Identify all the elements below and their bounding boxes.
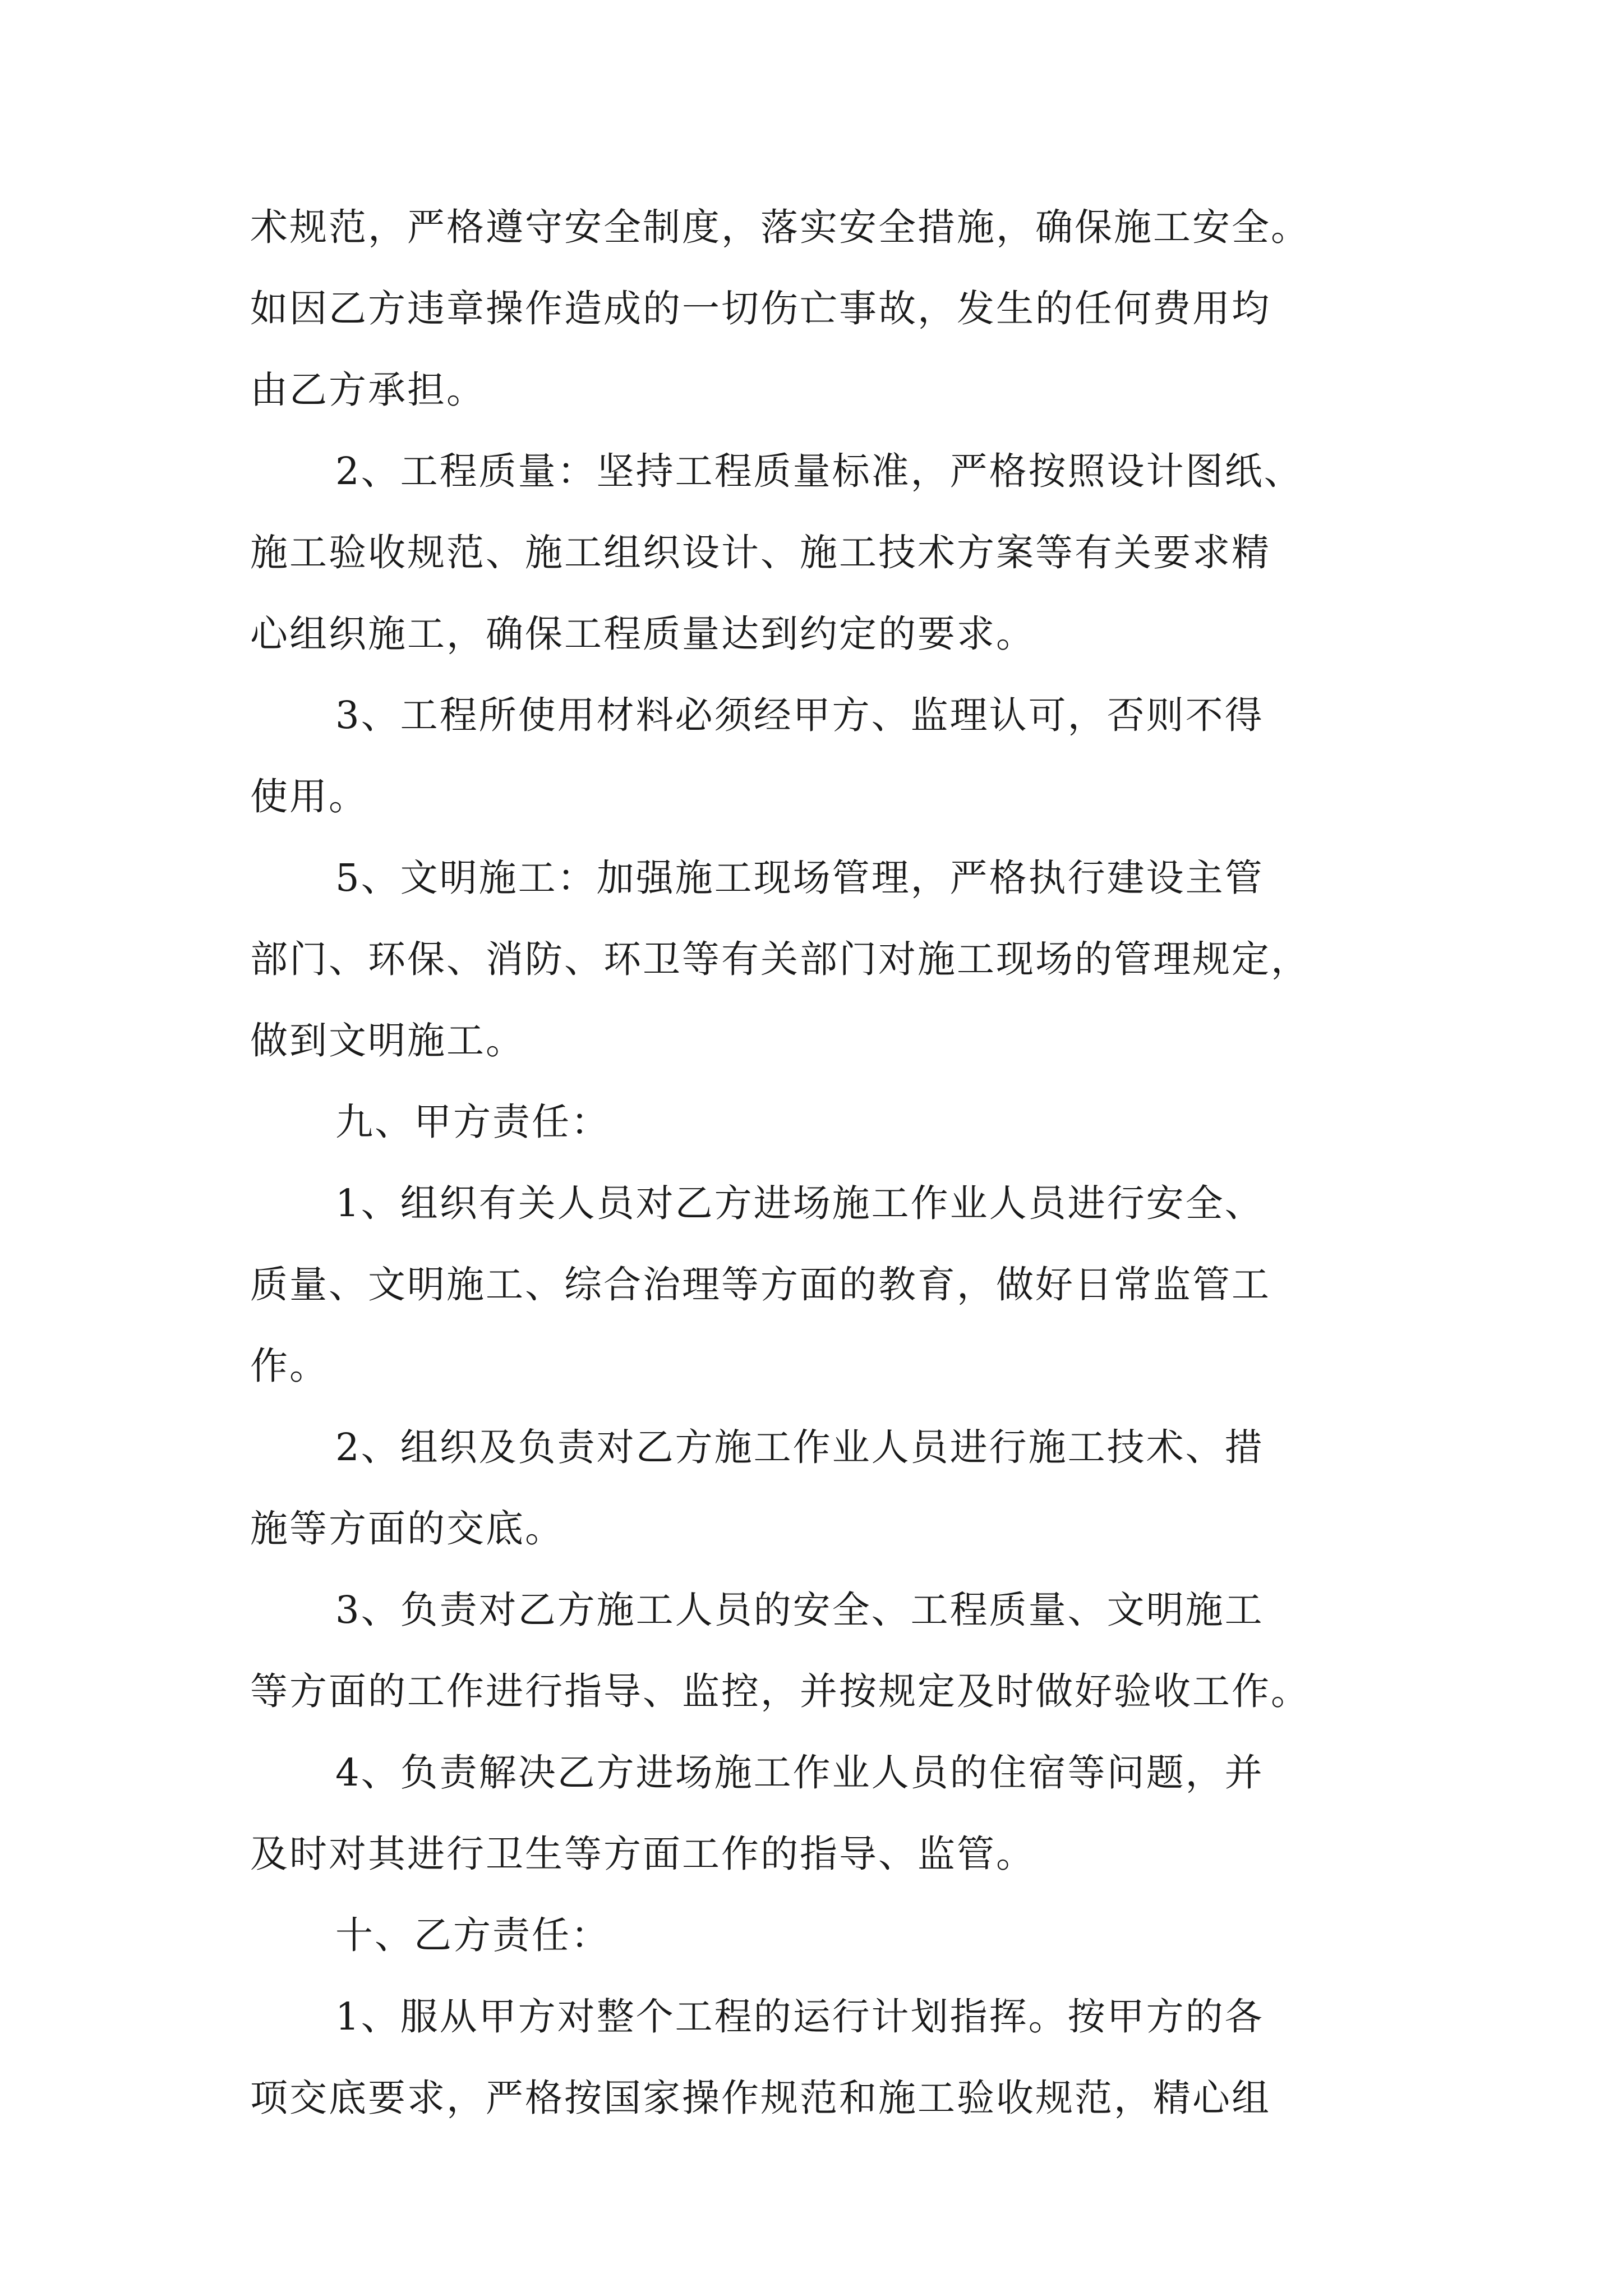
text-line: 术规范，严格遵守安全制度，落实安全措施，确保施工安全。 [250, 205, 1310, 249]
text-line: 施等方面的交底。 [250, 1507, 564, 1550]
text-line: 1、服从甲方对整个工程的运行计划指挥。按甲方的各 [335, 1995, 1264, 2039]
text-line: 项交底要求，严格按国家操作规范和施工验收规范，精心组 [250, 2076, 1271, 2120]
text-line: 及时对其进行卫生等方面工作的指导、监管。 [250, 1832, 1035, 1876]
text-line: 使用。 [250, 775, 368, 818]
text-line: 2、工程质量：坚持工程质量标准，严格按照设计图纸、 [335, 449, 1303, 493]
text-line: 部门、环保、消防、环卫等有关部门对施工现场的管理规定， [250, 937, 1310, 981]
text-line: 作。 [250, 1344, 329, 1388]
text-line: 4、负责解决乙方进场施工作业人员的住宿等问题，并 [335, 1751, 1264, 1795]
text-line: 如因乙方违章操作造成的一切伤亡事故，发生的任何费用均 [250, 287, 1271, 330]
section-heading: 十、乙方责任： [335, 1913, 610, 1957]
contract-text [250, 204, 1383, 2121]
text-line: 3、工程所使用材料必须经甲方、监理认可，否则不得 [335, 693, 1264, 737]
text-line: 施工验收规范、施工组织设计、施工技术方案等有关要求精 [250, 531, 1271, 574]
text-line: 1、组织有关人员对乙方进场施工作业人员进行安全、 [335, 1181, 1264, 1225]
text-line: 做到文明施工。 [250, 1019, 525, 1062]
text-line: 2、组织及负责对乙方施工作业人员进行施工技术、措 [335, 1425, 1264, 1469]
text-line: 质量、文明施工、综合治理等方面的教育，做好日常监管工 [250, 1263, 1271, 1306]
text-line: 心组织施工，确保工程质量达到约定的要求。 [250, 612, 1035, 656]
text-line: 3、负责对乙方施工人员的安全、工程质量、文明施工 [335, 1588, 1264, 1632]
text-line: 等方面的工作进行指导、监控，并按规定及时做好验收工作。 [250, 1669, 1310, 1713]
text-line: 5、文明施工：加强施工现场管理，严格执行建设主管 [335, 856, 1264, 900]
section-heading: 九、甲方责任： [335, 1100, 610, 1144]
text-line: 由乙方承担。 [250, 368, 486, 412]
